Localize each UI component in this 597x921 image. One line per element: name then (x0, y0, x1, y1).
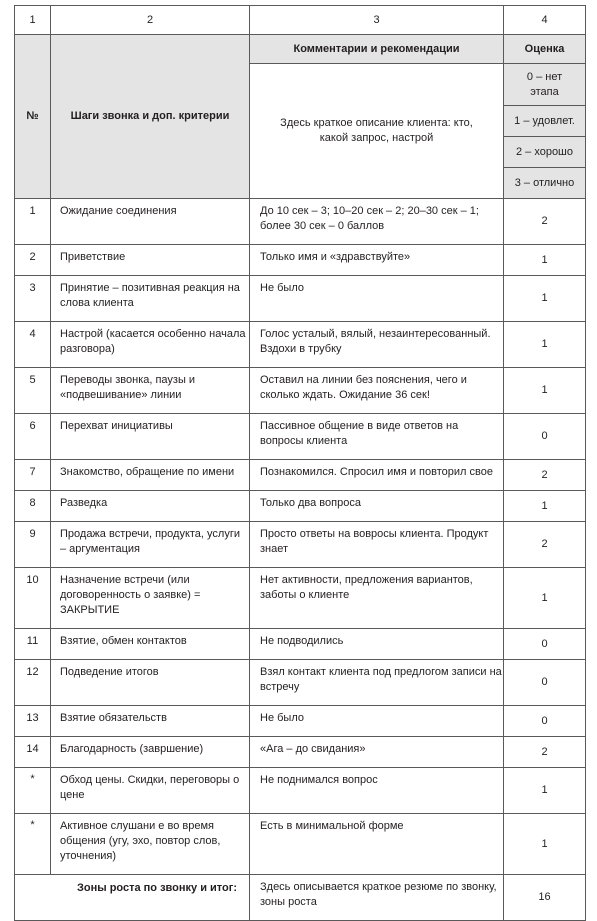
row-step: Назначение встречи (или договоренность о заявке) = ЗАКРЫТИЕ (51, 568, 250, 629)
row-step: Активное слушани е во время общения (угу, эхо, повтор слов, уточнения) (51, 814, 250, 875)
scale-item: 1 – удовлет. (504, 106, 586, 137)
row-step: Разведка (51, 491, 250, 522)
row-score: 2 (504, 522, 586, 568)
row-number: 10 (15, 568, 51, 629)
row-score: 1 (504, 322, 586, 368)
row-comment: До 10 сек – 3; 10–20 сек – 2; 20–30 сек – 1; более 30 сек – 0 баллов (250, 199, 504, 245)
row-score: 1 (504, 491, 586, 522)
row-step: Взятие обязательств (51, 706, 250, 737)
header-steps: Шаги звонка и доп. критерии (51, 35, 250, 199)
row-number: 5 (15, 368, 51, 414)
table-row (15, 491, 586, 522)
row-score: 2 (504, 199, 586, 245)
row-number: 8 (15, 491, 51, 522)
column-number: 3 (250, 6, 504, 35)
row-score: 2 (504, 460, 586, 491)
scale-item: 2 – хорошо (504, 137, 586, 168)
row-comment: Не поднимался вопрос (250, 768, 504, 814)
table-row (15, 368, 586, 414)
table-row (15, 568, 586, 629)
row-number: 2 (15, 245, 51, 276)
row-score: 1 (504, 245, 586, 276)
header-comments-description: Здесь краткое описание клиента: кто, какой запрос, настрой (250, 64, 504, 199)
row-comment: «Ага – до свидания» (250, 737, 504, 768)
header-rating: Оценка (504, 35, 586, 64)
row-step: Взятие, обмен контактов (51, 629, 250, 660)
row-step: Ожидание соединения (51, 199, 250, 245)
table-row (15, 245, 586, 276)
total-comment: Здесь описывается краткое резюме по звонку, зоны роста (250, 875, 504, 921)
column-number: 4 (504, 6, 586, 35)
header-comments: Комментарии и рекомендации (250, 35, 504, 64)
row-score: 1 (504, 368, 586, 414)
scale-item: 0 – нет этапа (504, 64, 586, 106)
table-row (15, 460, 586, 491)
row-comment: Оставил на линии без пояснения, чего и сколько ждать. Ожидание 36 сек! (250, 368, 504, 414)
row-score: 0 (504, 706, 586, 737)
row-step: Переводы звонка, паузы и «подвешивание» линии (51, 368, 250, 414)
table-row (15, 660, 586, 706)
table-row (15, 768, 586, 814)
header-no: № (15, 35, 51, 199)
row-number: 13 (15, 706, 51, 737)
table-row (15, 276, 586, 322)
header-row (15, 35, 586, 64)
row-comment: Пассивное общение в виде ответов на вопросы клиента (250, 414, 504, 460)
row-step: Принятие – позитивная реакция на слова клиента (51, 276, 250, 322)
row-comment: Познакомился. Спросил имя и повторил свое (250, 460, 504, 491)
call-evaluation-table (14, 5, 586, 921)
row-number: 12 (15, 660, 51, 706)
total-row (15, 875, 586, 921)
row-number: 6 (15, 414, 51, 460)
row-comment: Не было (250, 706, 504, 737)
column-number: 2 (51, 6, 250, 35)
table-row (15, 414, 586, 460)
scale-item: 3 – отлично (504, 168, 586, 199)
row-score: 1 (504, 276, 586, 322)
table-row (15, 706, 586, 737)
row-number: 14 (15, 737, 51, 768)
table-row (15, 322, 586, 368)
row-number: 11 (15, 629, 51, 660)
row-number: 9 (15, 522, 51, 568)
row-comment: Голос усталый, вялый, незаинтересованный. Вздохи в трубку (250, 322, 504, 368)
row-comment: Не подводились (250, 629, 504, 660)
row-score: 1 (504, 768, 586, 814)
total-label: Зоны роста по звонку и итог: (15, 875, 250, 921)
row-score: 2 (504, 737, 586, 768)
row-score: 0 (504, 660, 586, 706)
row-comment: Взял контакт клиента под предлогом записи на встречу (250, 660, 504, 706)
row-score: 0 (504, 629, 586, 660)
row-number: 7 (15, 460, 51, 491)
row-step: Перехват инициативы (51, 414, 250, 460)
row-score: 1 (504, 568, 586, 629)
row-number: * (15, 814, 51, 875)
row-step: Приветствие (51, 245, 250, 276)
row-step: Обход цены. Скидки, переговоры о цене (51, 768, 250, 814)
row-comment: Просто ответы на вовросы клиента. Продукт знает (250, 522, 504, 568)
row-comment: Только два вопроса (250, 491, 504, 522)
row-comment: Нет активности, предложения вариантов, заботы о клиенте (250, 568, 504, 629)
row-number: 3 (15, 276, 51, 322)
row-comment: Есть в минимальной форме (250, 814, 504, 875)
row-comment: Только имя и «здравствуйте» (250, 245, 504, 276)
table-row (15, 629, 586, 660)
column-number: 1 (15, 6, 51, 35)
row-score: 0 (504, 414, 586, 460)
row-step: Знакомство, обращение по имени (51, 460, 250, 491)
row-comment: Не было (250, 276, 504, 322)
table-row (15, 522, 586, 568)
row-number: * (15, 768, 51, 814)
table-row (15, 814, 586, 875)
row-number: 1 (15, 199, 51, 245)
table-row (15, 737, 586, 768)
total-score: 16 (504, 875, 586, 921)
row-step: Продажа встречи, продукта, услуги – аргументация (51, 522, 250, 568)
column-number-row (15, 6, 586, 35)
table-row (15, 199, 586, 245)
row-score: 1 (504, 814, 586, 875)
row-step: Подведение итогов (51, 660, 250, 706)
row-step: Благодарность (завршение) (51, 737, 250, 768)
row-number: 4 (15, 322, 51, 368)
row-step: Настрой (касается особенно начала разговора) (51, 322, 250, 368)
